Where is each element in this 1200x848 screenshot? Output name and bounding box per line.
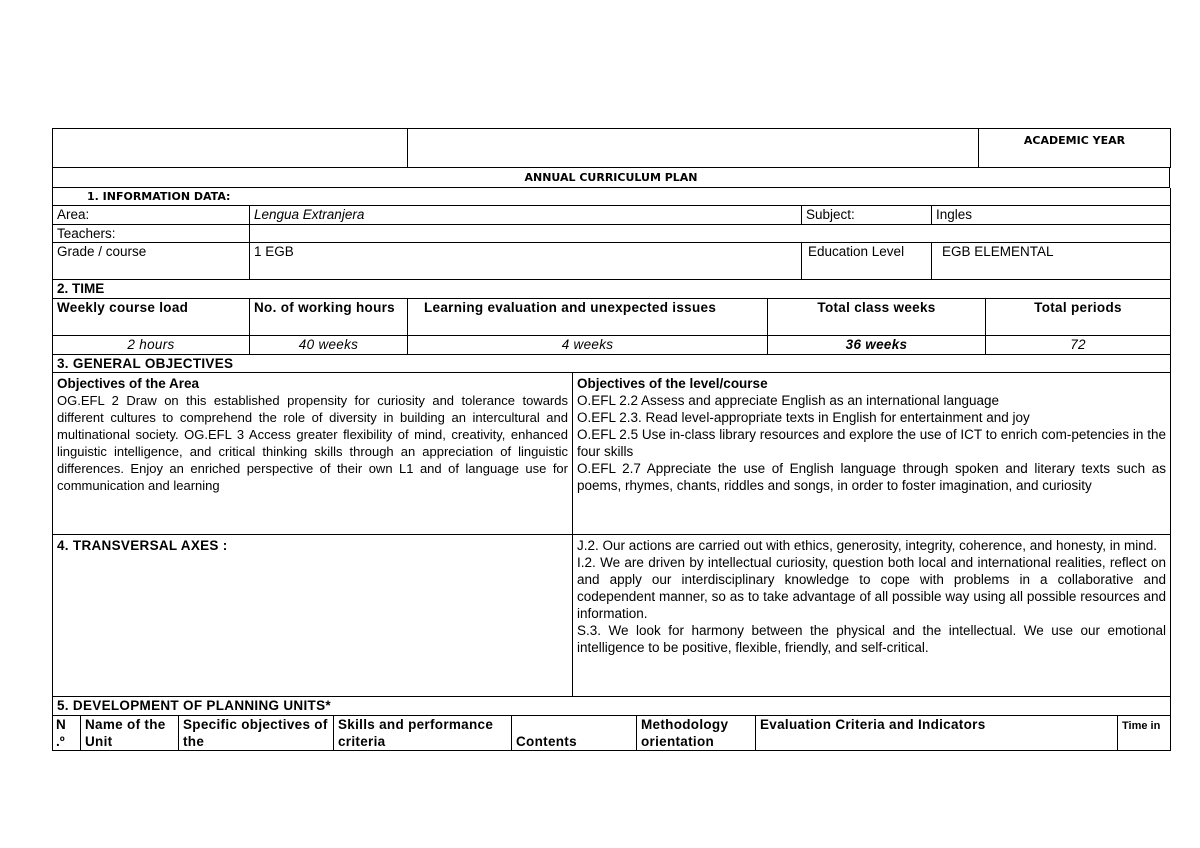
grade-label: Grade / course <box>53 243 250 280</box>
weekly-load-value: 2 hours <box>53 335 250 354</box>
level-objective-item: O.EFL 2.2 Assess and appreciate English as an international language <box>577 393 1000 408</box>
total-periods-header: Total periods <box>986 298 1171 335</box>
transversal-item: S.3. We look for harmony between the physical and the intellectual. We use our emotional intelligence to be positive, flexible, friendly, and self-critical. <box>577 623 1166 655</box>
level-objective-item: O.EFL 2.7 Appreciate the use of English language through spoken and literary texts such as poems, rhymes, chants, riddles and songs, in order to foster imagination, and curiosity <box>577 461 1166 493</box>
area-label: Area: <box>53 206 250 225</box>
subject-label: Subject: <box>802 206 932 225</box>
plan-title: ANNUAL CURRICULUM PLAN <box>53 168 1170 187</box>
weekly-load-header: Weekly course load <box>53 298 250 335</box>
time-section-title: 2. TIME <box>53 280 1171 298</box>
area-objectives-cell <box>53 373 573 535</box>
information-table <box>52 188 1171 281</box>
working-hours-value: 40 weeks <box>250 335 408 354</box>
teachers-value <box>250 225 1171 243</box>
total-periods-value: 72 <box>986 335 1171 354</box>
transversal-section-title: 4. TRANSVERSAL AXES : <box>53 535 573 697</box>
objectives-section-title: 3. GENERAL OBJECTIVES <box>53 355 1171 373</box>
level-objectives-cell <box>573 373 1171 535</box>
info-section-title: 1. INFORMATION DATA: <box>53 188 1171 206</box>
col-unit-name-header: Name of the Unit <box>81 715 179 750</box>
development-section-title: 5. DEVELOPMENT OF PLANNING UNITS* <box>53 697 1171 715</box>
total-class-weeks-header: Total class weeks <box>768 298 986 335</box>
header-table <box>52 128 1171 168</box>
transversal-item: J.2. Our actions are carried out with ethics, generosity, integrity, coherence, and honesty, in mind. <box>577 538 1158 553</box>
header-blank-left <box>53 129 408 168</box>
total-class-weeks-value: 36 weeks <box>768 335 986 354</box>
area-objectives-text: OG.EFL 2 Draw on this established propensity for curiosity and tolerance towards different cultures to comprehend the role of diversity in building an intercultural and multinational society. OG.EFL 3 Access greater flexibility of mind, creativity, enhanced linguistic intelligence, and critical thinking skills through an appreciation of linguistic differences. Enjoy an enriched perspective of their own L1 and of language use for communication and learning <box>57 393 568 493</box>
curriculum-plan-document <box>52 128 1170 751</box>
col-methodology-header: Methodology orientation <box>637 715 756 750</box>
col-evaluation-header: Evaluation Criteria and Indicators <box>756 715 1118 750</box>
teachers-label: Teachers: <box>53 225 250 243</box>
transversal-item: I.2. We are driven by intellectual curiosity, question both local and international realities, reflect on and apply our interdisciplinary knowledge to cope with problems in a collaborative and codependent manner, so as to take advantage of all possible way using all possible resources and information. <box>577 555 1166 621</box>
col-contents-header: Contents <box>512 715 637 750</box>
grade-value: 1 EGB <box>250 243 802 280</box>
level-objective-item: O.EFL 2.3. Read level-appropriate texts in English for entertainment and joy <box>577 410 1030 425</box>
time-table <box>52 280 1171 355</box>
transversal-axes-cell <box>573 535 1171 697</box>
learning-evaluation-header: Learning evaluation and unexpected issues <box>408 298 768 335</box>
objectives-table <box>52 355 1171 698</box>
education-level-value: EGB ELEMENTAL <box>932 243 1171 280</box>
level-objective-item: O.EFL 2.5 Use in-class library resources and explore the use of ICT to enrich com-petencies in the four skills <box>577 427 1166 459</box>
col-number-header: N .º <box>53 715 81 750</box>
learning-evaluation-value: 4 weeks <box>408 335 768 354</box>
col-specific-objectives-header: Specific objectives of the <box>179 715 334 750</box>
title-table <box>52 168 1170 188</box>
academic-year-label: ACADEMIC YEAR <box>979 129 1171 168</box>
header-blank-middle <box>408 129 979 168</box>
level-objectives-title: Objectives of the level/course <box>577 376 768 391</box>
area-value: Lengua Extranjera <box>250 206 802 225</box>
col-time-header: Time in <box>1118 715 1171 750</box>
development-table <box>52 697 1171 751</box>
col-skills-header: Skills and performance criteria <box>334 715 512 750</box>
working-hours-header: No. of working hours <box>250 298 408 335</box>
education-level-label: Education Level <box>802 243 932 280</box>
area-objectives-title: Objectives of the Area <box>57 376 200 391</box>
subject-value: Ingles <box>932 206 1171 225</box>
